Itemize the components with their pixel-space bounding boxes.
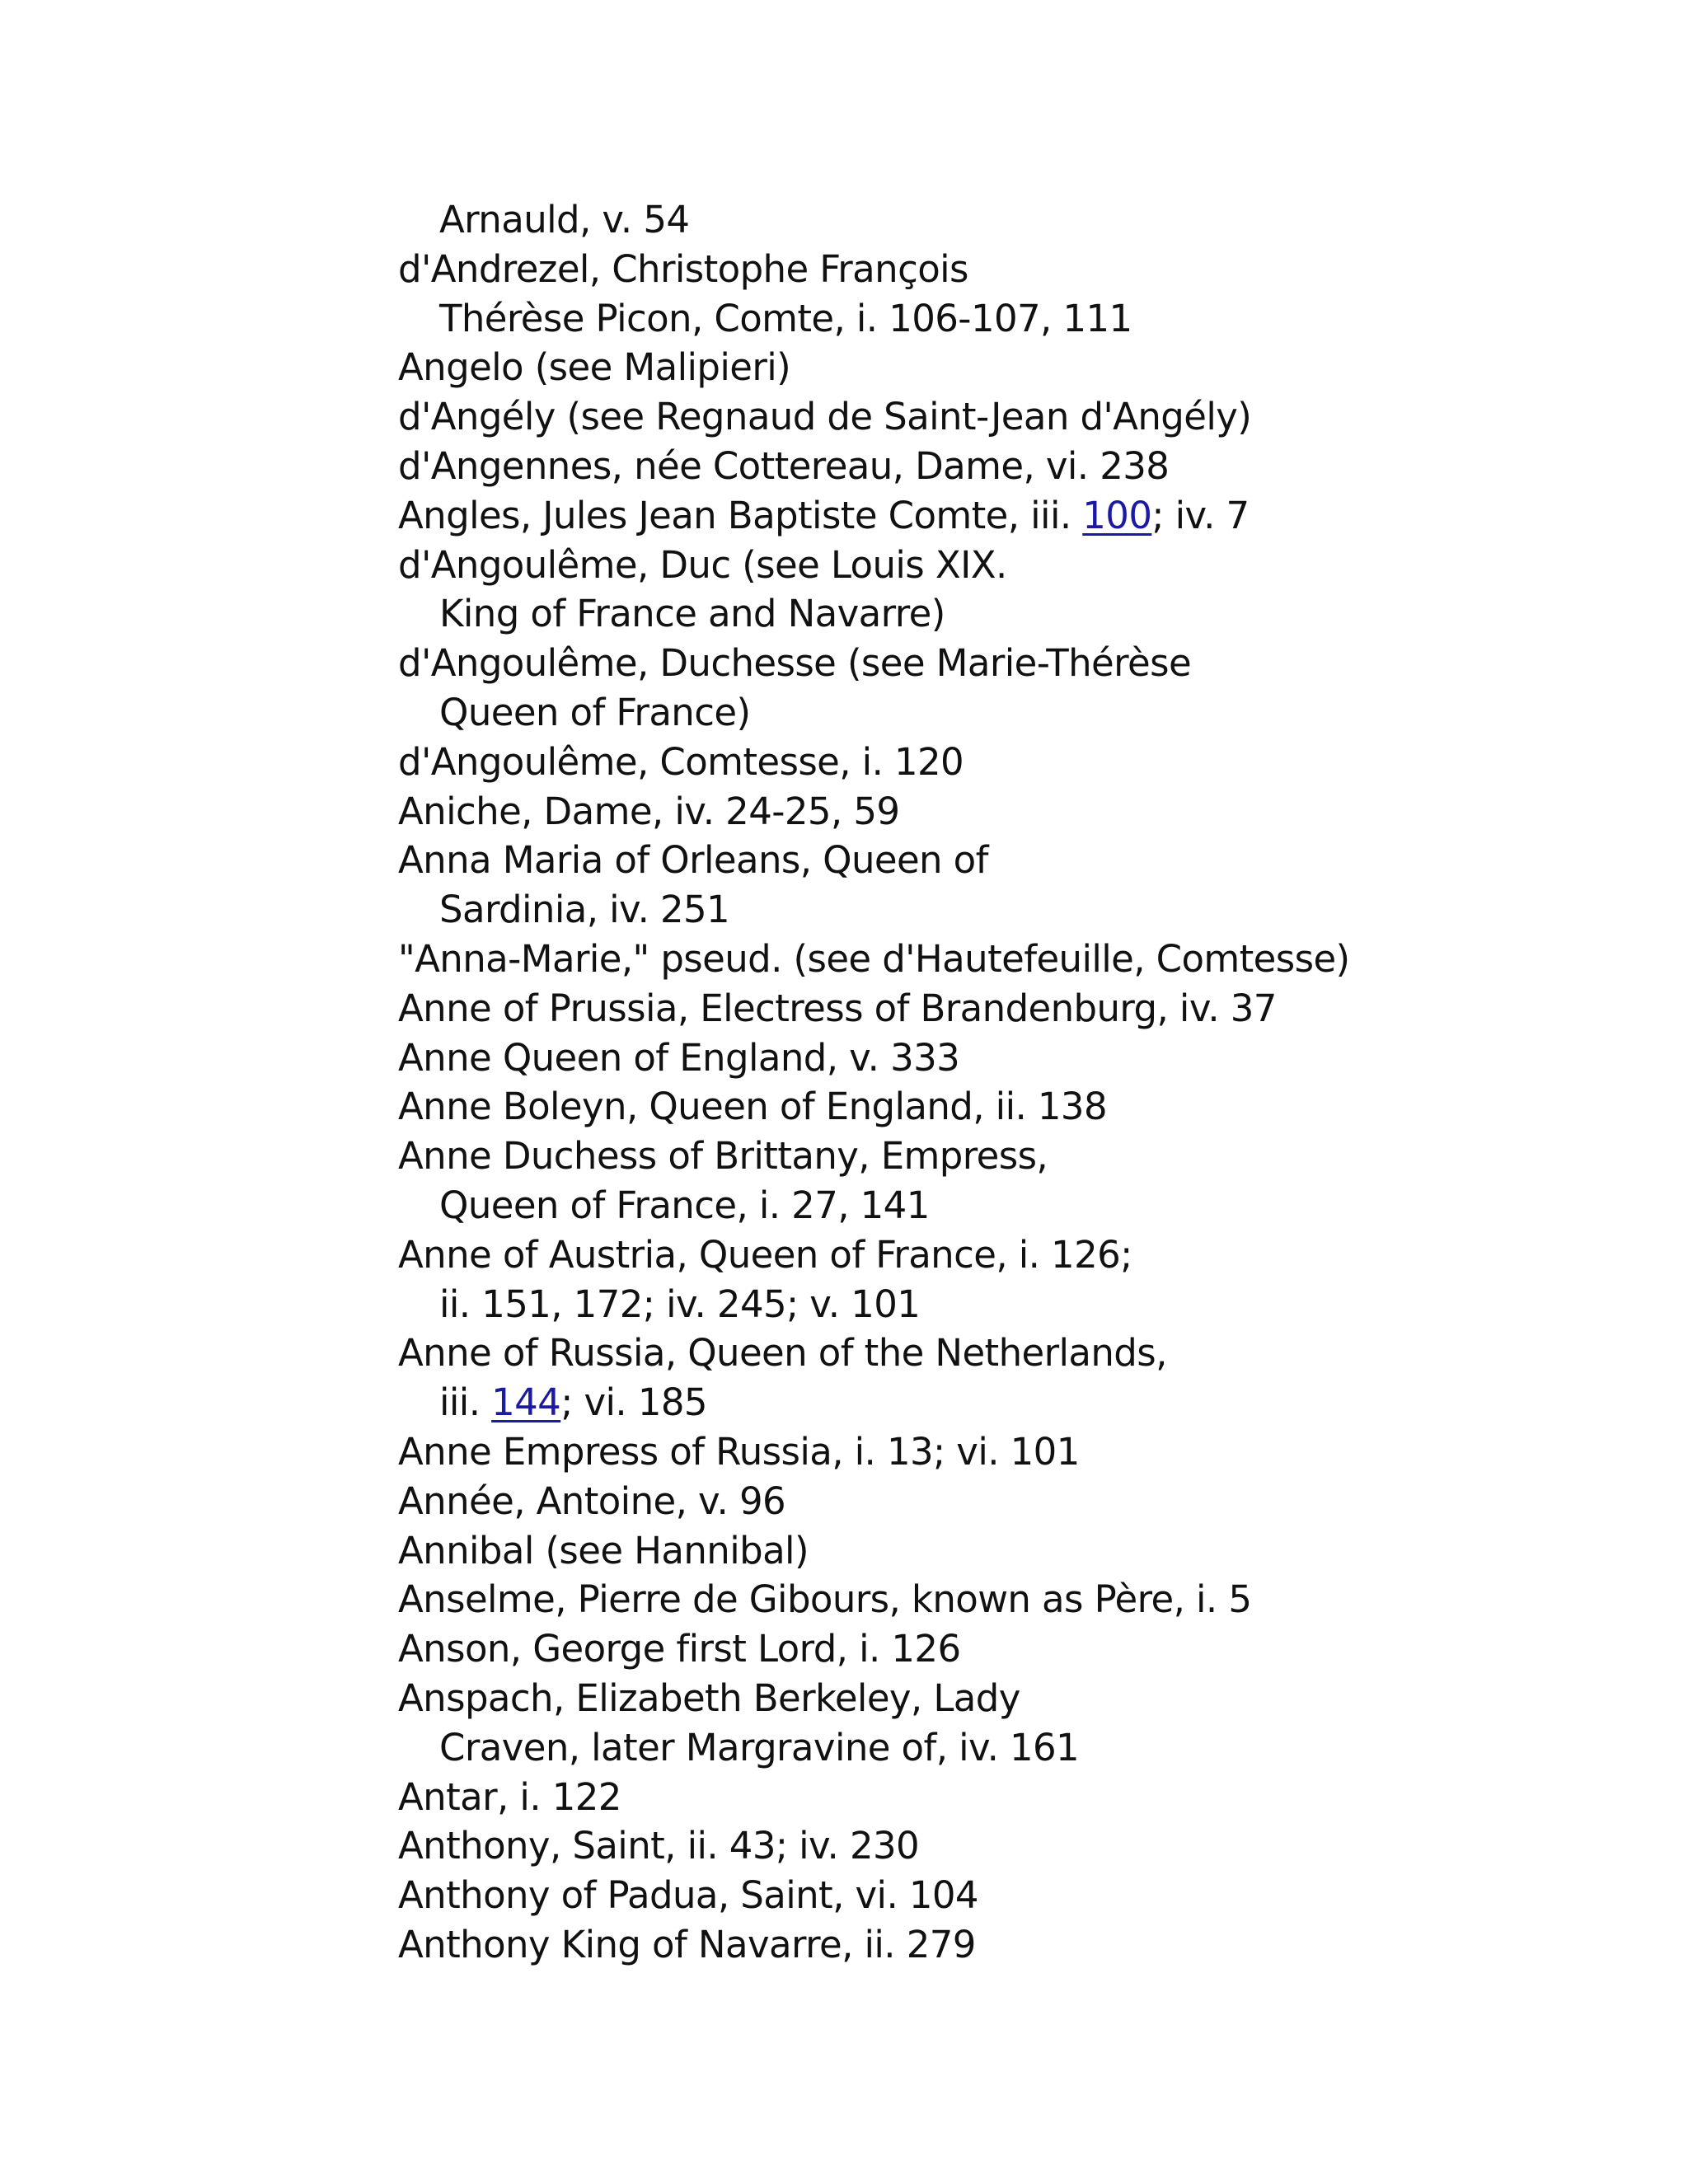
entry-text-after-link: ; vi. 185 [560,1380,707,1425]
entry-text: Sardinia, iv. 251 [439,888,730,932]
index-entry [398,787,1634,837]
index-entry [398,245,1634,294]
entry-text: d'Angennes, née Cottereau, Dame, vi. 238 [398,443,1170,488]
index-entry-continuation [398,1378,1634,1427]
entry-text: d'Angoulême, Comtesse, i. 120 [398,739,964,784]
index-entry-continuation [398,688,1634,738]
entry-text: Anselme, Pierre de Gibours, known as Père, i. 5 [398,1577,1252,1622]
index-entry [398,1526,1634,1576]
index-entry [398,1871,1634,1920]
entry-text: Angelo (see Malipieri) [398,345,791,390]
entry-text: Antar, i. 122 [398,1774,621,1819]
index-entry [398,836,1634,885]
entry-text: Année, Antoine, v. 96 [398,1479,786,1523]
index-entry-continuation [398,195,1634,245]
entry-text: Anson, George first Lord, i. 126 [398,1627,961,1671]
entry-text: Arnauld, v. 54 [439,198,690,241]
index-entry [398,1329,1634,1378]
entry-text: Anthony, Saint, ii. 43; iv. 230 [398,1824,920,1868]
entry-text: Anthony King of Navarre, ii. 279 [398,1922,976,1966]
index-entry [398,935,1634,984]
index-entry [398,1477,1634,1526]
index-entry [398,1575,1634,1624]
index-entry [398,392,1634,442]
entry-text: Angles, Jules Jean Baptiste Comte, iii. [398,493,1083,537]
entry-text: Anne Duchess of Brittany, Empress, [398,1134,1048,1179]
index-entry [398,1674,1634,1723]
entry-text: "Anna-Marie," pseud. (see d'Hautefeuille, Comtesse) [398,936,1350,981]
page-reference-link[interactable]: 100 [1082,493,1152,537]
entry-text: ii. 151, 172; iv. 245; v. 101 [439,1282,921,1326]
index-entry [398,541,1634,590]
entry-text: Anthony of Padua, Saint, vi. 104 [398,1873,978,1918]
index-entry [398,1821,1634,1871]
index-entry [398,1132,1634,1181]
entry-text-after-link: ; iv. 7 [1151,493,1250,537]
index-list [398,195,1634,1970]
index-entry [398,1920,1634,1970]
entry-text: Anne Empress of Russia, i. 13; vi. 101 [398,1429,1080,1474]
entry-text: Anne of Russia, Queen of the Netherlands, [398,1331,1167,1376]
index-entry-continuation [398,294,1634,344]
index-entry [398,1033,1634,1083]
entry-text: d'Angély (see Regnaud de Saint-Jean d'Angély) [398,395,1252,439]
index-entry-continuation [398,1280,1634,1329]
index-entry-continuation [398,1723,1634,1773]
entry-text: Annibal (see Hannibal) [398,1528,809,1572]
index-entry [398,639,1634,688]
entry-text: d'Angoulême, Duc (see Louis XIX. [398,542,1007,587]
page-reference-link[interactable]: 144 [491,1380,561,1425]
entry-text: Queen of France) [439,690,751,734]
entry-text: Anne Queen of England, v. 333 [398,1035,960,1080]
index-entry [398,343,1634,392]
entry-text: Anspach, Elizabeth Berkeley, Lady [398,1675,1020,1720]
index-entry-continuation [398,885,1634,935]
index-entry [398,738,1634,787]
entry-text: Anna Maria of Orleans, Queen of [398,838,988,883]
index-entry [398,1082,1634,1132]
index-entry [398,1624,1634,1674]
index-entry [398,1773,1634,1822]
entry-text: iii. [439,1380,492,1425]
index-entry [398,984,1634,1033]
entry-text: Aniche, Dame, iv. 24-25, 59 [398,789,900,833]
entry-text: d'Andrezel, Christophe François [398,246,968,291]
entry-text: d'Angoulême, Duchesse (see Marie-Thérèse [398,641,1192,686]
entry-text: Thérèse Picon, Comte, i. 106-107, 111 [439,296,1132,340]
index-entry-continuation [398,589,1634,639]
index-entry [398,1230,1634,1280]
entry-text: King of France and Navarre) [439,592,945,636]
entry-text: Queen of France, i. 27, 141 [439,1183,930,1227]
entry-text: Craven, later Margravine of, iv. 161 [439,1725,1080,1769]
entry-text: Anne of Austria, Queen of France, i. 126; [398,1232,1132,1277]
index-entry [398,442,1634,491]
entry-text: Anne Boleyn, Queen of England, ii. 138 [398,1085,1107,1129]
index-entry [398,1427,1634,1477]
index-entry [398,491,1634,541]
entry-text: Anne of Prussia, Electress of Brandenburg, iv. 37 [398,986,1277,1030]
index-entry-continuation [398,1181,1634,1230]
